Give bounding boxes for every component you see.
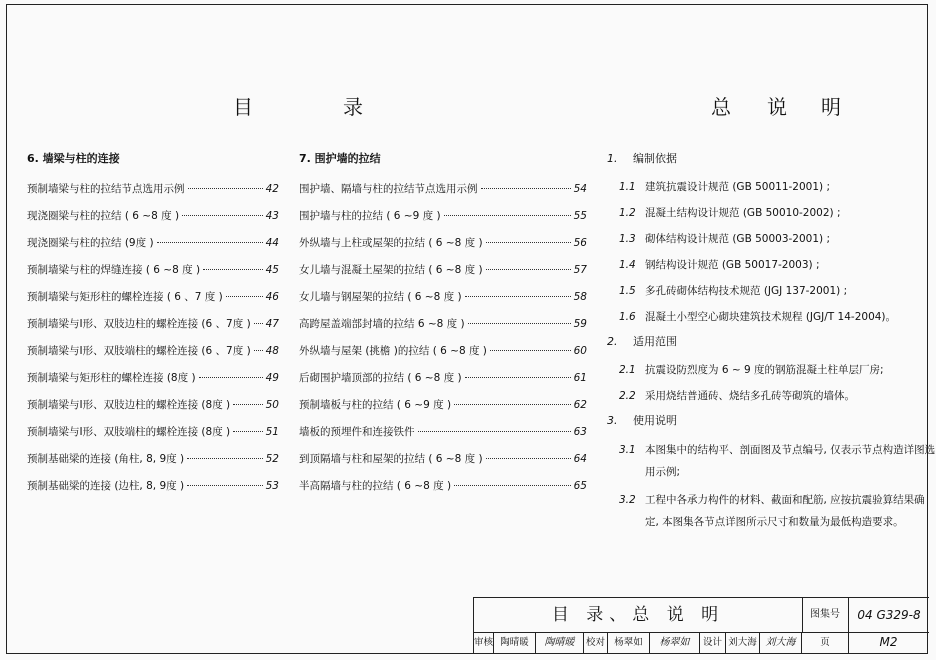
dot-leader [454,404,571,405]
note-heading [607,150,936,168]
toc-heading-char-1: 目 [233,95,255,119]
toc-page-number: 54 [573,183,587,195]
toc-entry [299,419,587,446]
note-number: 1.5 [619,285,636,297]
toc-entry [299,230,587,257]
note-text: 编制依据 [633,152,677,165]
toc-page-number: 45 [265,264,279,276]
note-item [607,307,936,327]
toc-entry-title: 围护墙与柱的拉结 ( 6 ~9 度 ) [299,210,441,222]
toc-page-number: 51 [265,426,279,438]
toc-entry-title: 后砌围护墙顶部的拉结 ( 6 ~8 度 ) [299,372,462,384]
dot-leader [188,188,263,189]
toc-entry [27,446,279,473]
dot-leader [226,296,263,297]
note-item [607,229,936,249]
note-text: 多孔砖砌体结构技术规范 (JGJ 137-2001) ; [645,285,848,297]
toc-entry [299,176,587,203]
toc-entry [299,338,587,365]
dot-leader [157,242,263,243]
dot-leader [254,350,263,351]
toc-section-title: 6. 墙梁与柱的连接 [27,152,120,165]
page-label: 页 [802,632,849,653]
note-item [607,177,936,197]
toc-entry-title: 现浇圈梁与柱的拉结 (9度 ) [27,237,154,249]
note-number: 2.1 [619,364,636,376]
toc-page-number: 48 [265,345,279,357]
toc-entry [27,203,279,230]
dot-leader [490,350,571,351]
toc-section-title: 7. 围护墙的拉结 [299,152,381,165]
note-number: 2.2 [619,390,636,402]
dot-leader [233,431,262,432]
toc-entry-title: 女儿墙与钢屋架的拉结 ( 6 ~8 度 ) [299,291,462,303]
toc-entry-title: 围护墙、隔墙与柱的拉结节点选用示例 [299,183,478,195]
note-heading [607,412,936,430]
note-item [607,386,936,406]
toc-entry [27,365,279,392]
toc-page-number: 59 [573,318,587,330]
toc-entry [27,257,279,284]
note-item [607,255,936,275]
toc-entry-title: 预制基础梁的连接 (角柱, 8, 9度 ) [27,453,185,465]
note-item [607,281,936,301]
note-text: 本图集中的结构平、剖面图及节点编号, 仅表示节点构造详图选用示例; [645,444,936,478]
note-text: 使用说明 [633,414,677,427]
toc-page-number: 65 [573,480,587,492]
dot-leader [468,323,571,324]
toc-page-number: 42 [265,183,279,195]
toc-page-number: 55 [573,210,587,222]
note-text: 采用烧结普通砖、烧结多孔砖等砌筑的墙体。 [645,390,855,402]
drawing-frame [6,4,936,654]
note-number: 1.3 [619,233,636,245]
title-block [473,597,929,653]
note-number: 1.2 [619,207,636,219]
toc-page-number: 56 [573,237,587,249]
toc-page-number: 46 [265,291,279,303]
toc-page-number: 49 [265,372,279,384]
note-text: 混凝土结构设计规范 (GB 50010-2002) ; [645,207,841,219]
review-label: 审核 [474,632,494,653]
toc-entry [299,284,587,311]
toc-entry-title: 高跨屋盖端部封墙的拉结 6 ~8 度 ) [299,318,465,330]
dot-leader [199,377,263,378]
dot-leader [418,431,571,432]
toc-entry [299,446,587,473]
toc-entry-title: 预制墙梁与I形、双肢端柱的螺栓连接 (6 、7度 ) [27,345,251,357]
designer-signature: 刘大海 [760,632,802,653]
toc-page-number: 63 [573,426,587,438]
note-number: 1. [607,152,618,165]
dot-leader [444,215,571,216]
toc-page-number: 43 [265,210,279,222]
toc-page-number: 50 [265,399,279,411]
note-text: 适用范围 [633,335,677,348]
drawing-title: 目 录、总 说 明 [474,598,803,632]
toc-entry [27,419,279,446]
toc-entry [27,230,279,257]
note-number: 3.2 [619,494,636,506]
toc-page-number: 53 [265,480,279,492]
toc-entry-title: 预制墙梁与柱的焊缝连接 ( 6 ~8 度 ) [27,264,201,276]
toc-page-number: 62 [573,399,587,411]
checker-signature: 杨翠如 [650,632,700,653]
toc-entry-title: 外纵墙与屋架 (挑檐 )的拉结 ( 6 ~8 度 ) [299,345,487,357]
toc-entry [27,338,279,365]
toc-page-number: 64 [573,453,587,465]
toc-column-enclosure-walls [299,149,587,500]
page-number: M2 [879,635,898,649]
dot-leader [481,188,571,189]
toc-entry [299,392,587,419]
toc-entry-title: 预制墙梁与柱的拉结节点选用示例 [27,183,185,195]
toc-entry [299,473,587,500]
notes-heading-char-1: 总 [711,95,733,119]
toc-entry [27,311,279,338]
dot-leader [203,269,263,270]
toc-page-number: 52 [265,453,279,465]
atlas-number-label: 图集号 [802,598,849,632]
toc-entry-title: 预制基础梁的连接 (边柱, 8, 9度 ) [27,480,185,492]
toc-entry-title: 预制墙梁与矩形柱的螺栓连接 ( 6 、7 度 ) [27,291,223,303]
toc-entry-title: 半高隔墙与柱的拉结 ( 6 ~8 度 ) [299,480,452,492]
toc-page-number: 47 [265,318,279,330]
toc-entry-title: 预制墙梁与I形、双肢边柱的螺栓连接 (6 、7度 ) [27,318,251,330]
dot-leader [233,404,262,405]
note-number: 3.1 [619,444,636,456]
dot-leader [486,242,571,243]
toc-entry-title: 预制墙板与柱的拉结 ( 6 ~9 度 ) [299,399,452,411]
check-label: 校对 [584,632,608,653]
reviewer-signature: 陶晴暖 [536,632,584,653]
note-number: 1.1 [619,181,636,193]
note-text: 工程中各承力构件的材料、截面和配筋, 应按抗震验算结果确定, 本图集各节点详图所示尺寸和数量为最低构造要求。 [645,494,925,528]
toc-entry [27,176,279,203]
note-text: 混凝土小型空心砌块建筑技术规程 (JGJ/T 14-2004)。 [645,311,897,323]
toc-entry [27,473,279,500]
toc-page-number: 44 [265,237,279,249]
note-text: 抗震设防烈度为 6 ~ 9 度的钢筋混凝土柱单层厂房; [645,364,884,376]
toc-page-number: 58 [573,291,587,303]
toc-entry [299,311,587,338]
toc-entry-title: 女儿墙与混凝土屋架的拉结 ( 6 ~8 度 ) [299,264,483,276]
toc-entry-title: 到顶隔墙与柱和屋架的拉结 ( 6 ~8 度 ) [299,453,483,465]
checker-name: 杨翠如 [608,632,650,653]
reviewer-name: 陶晴暖 [494,632,536,653]
dot-leader [465,377,571,378]
designer-name: 刘大海 [726,632,760,653]
note-heading [607,333,936,351]
note-number: 2. [607,335,618,348]
note-text: 钢结构设计规范 (GB 50017-2003) ; [645,259,820,271]
note-text: 砌体结构设计规范 (GB 50003-2001) ; [645,233,830,245]
note-item [607,360,936,380]
toc-page-number: 61 [573,372,587,384]
toc-entry [27,284,279,311]
toc-entry-title: 墙板的预埋件和连接铁件 [299,426,415,438]
note-number: 1.6 [619,311,636,323]
dot-leader [465,296,571,297]
toc-page-number: 57 [573,264,587,276]
note-number: 3. [607,414,618,427]
note-number: 1.4 [619,259,636,271]
toc-entry [299,365,587,392]
toc-heading-char-2: 录 [343,95,365,119]
toc-entry-title: 外纵墙与上柱或屋架的拉结 ( 6 ~8 度 ) [299,237,483,249]
toc-entry-title: 预制墙梁与矩形柱的螺栓连接 (8度 ) [27,372,196,384]
toc-entry [27,392,279,419]
toc-entry-title: 预制墙梁与I形、双肢端柱的螺栓连接 (8度 ) [27,426,231,438]
notes-heading-char-2: 说 [767,95,789,119]
note-item [607,439,936,483]
atlas-number: 04 G329-8 [857,608,921,622]
toc-entry-title: 预制墙梁与I形、双肢边柱的螺栓连接 (8度 ) [27,399,231,411]
toc-column-walls-beams [27,149,279,500]
general-notes [607,150,936,539]
note-text: 建筑抗震设计规范 (GB 50011-2001) ; [645,181,830,193]
note-item [607,489,936,533]
notes-heading-char-3: 明 [821,95,843,119]
design-label: 设计 [700,632,726,653]
toc-entry [299,203,587,230]
dot-leader [486,269,571,270]
note-item [607,203,936,223]
dot-leader [182,215,263,216]
dot-leader [454,485,571,486]
dot-leader [187,458,263,459]
dot-leader [486,458,571,459]
toc-page-number: 60 [573,345,587,357]
toc-entry-title: 现浇圈梁与柱的拉结 ( 6 ~8 度 ) [27,210,180,222]
dot-leader [187,485,263,486]
toc-entry [299,257,587,284]
dot-leader [254,323,263,324]
